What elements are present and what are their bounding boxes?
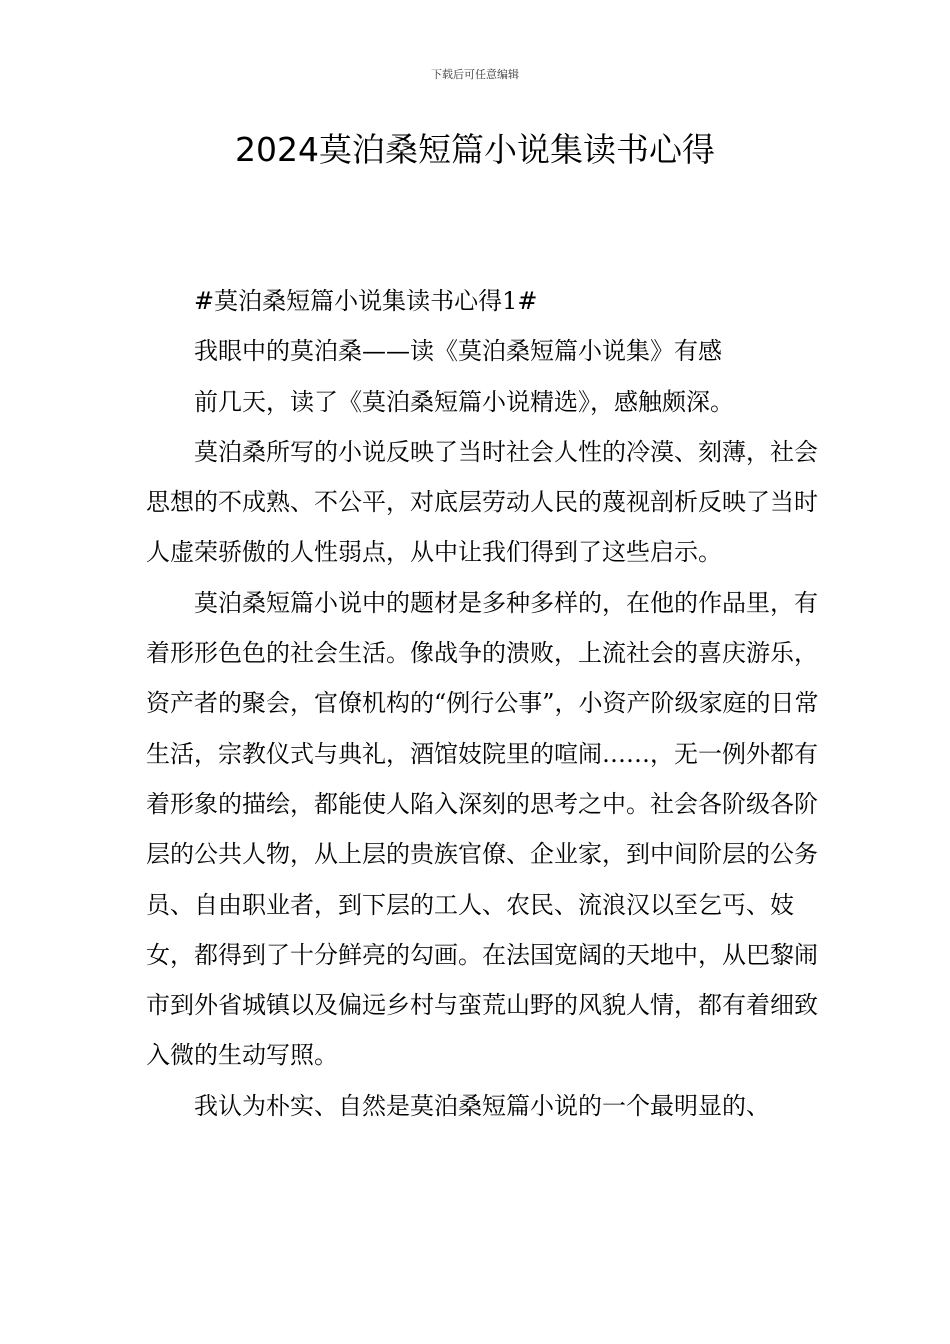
essay-subtitle: 我眼中的莫泊桑——读《莫泊桑短篇小说集》有感 (194, 337, 722, 366)
paragraph: 莫泊桑短篇小说中的题材是多种多样的，在他的作品里，有着形形色色的社会生活。像战争的溃败，上流社会的喜庆游乐，资产者的聚会，官僚机构的“例行公事”，小资产阶级家庭的日常生活，宗教仪式与典礼，酒馆妓院里的喧闹……，无一例外都有着形象的描绘，都能使人陷入深刻的思考之中。社会各阶级各阶层的公共人物，从上层的贵族官僚、企业家，到中间阶层的公务员、自由职业者，到下层的工人、农民、流浪汉以至乞丐、妓女，都得到了十分鲜亮的勾画。在法国宽阔的天地中，从巴黎闹市到外省城镇以及偏远乡村与蛮荒山野的风貌人情，都有着细致入微的生动写照。 (146, 588, 819, 1070)
paragraph: 我认为朴实、自然是莫泊桑短篇小说的一个最明显的、 (194, 1091, 770, 1120)
section-heading: #莫泊桑短篇小说集读书心得1# (194, 287, 538, 315)
document-body (146, 276, 828, 1131)
paragraph: 莫泊桑所写的小说反映了当时社会人性的冷漠、刻薄，社会思想的不成熟、不公平，对底层劳动人民的蔑视剖析反映了当时人虚荣骄傲的人性弱点，从中让我们得到了这些启示。 (146, 437, 818, 567)
header-note: 下载后可任意编辑 (431, 68, 519, 81)
paragraph: 前几天，读了《莫泊桑短篇小说精选》，感触颇深。 (194, 387, 734, 416)
document-title: 2024莫泊桑短篇小说集读书心得 (235, 130, 715, 169)
